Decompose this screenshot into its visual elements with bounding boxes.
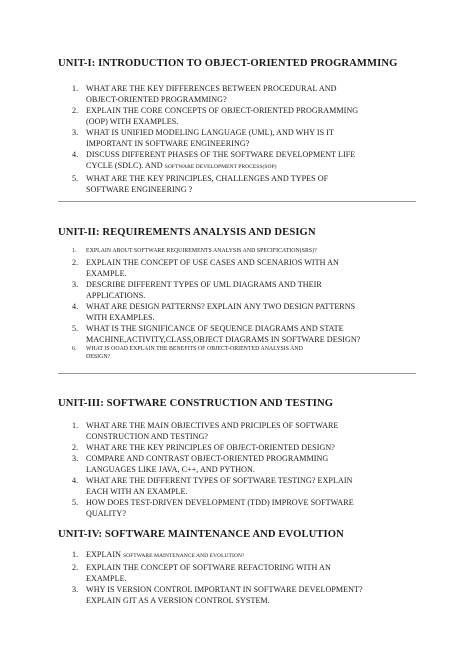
question-item: [58, 247, 418, 256]
question-text: EXPLAIN THE CORE CONCEPTS OF OBJECT-ORIENTED PROGRAMMING: [86, 106, 359, 115]
question-text-line: [86, 160, 418, 173]
unit-3-section: [58, 397, 418, 519]
unit-1-title: UNIT-I: INTRODUCTION TO OBJECT-ORIENTED PROGRAMMING: [58, 58, 398, 69]
question-item: [58, 562, 418, 584]
question-number: 3.: [72, 128, 79, 137]
question-item: [58, 257, 418, 279]
question-text: WHAT ARE DESIGN PATTERNS? EXPLAIN ANY TWO DESIGN PATTERNS: [86, 301, 356, 311]
question-item: [58, 323, 418, 345]
question-text: WHAT IS THE SIGNIFICANCE OF SEQUENCE DIAGRAMS AND STATE: [86, 323, 344, 333]
question-item: [58, 442, 418, 453]
question-text: DESIGN?: [86, 354, 111, 360]
question-item: [58, 105, 418, 127]
question-number: 2.: [72, 106, 79, 115]
question-text: EXPLAIN ABOUT SOFTWARE REQUIREMENTS ANALYSIS AND SPECIFICATION(SRS)?: [86, 248, 317, 254]
question-item: [58, 173, 418, 195]
question-number: 1.: [72, 550, 79, 559]
question-item: [58, 497, 418, 519]
question-number: 4.: [72, 150, 79, 159]
question-text: OBJECT-ORIENTED PROGRAMMING?: [86, 95, 227, 104]
section-divider: [58, 201, 416, 202]
question-text: EXPLAIN THE CONCEPT OF SOFTWARE REFACTORING WITH AN: [86, 563, 331, 572]
unit-2-questions: [58, 247, 418, 362]
question-text: DESCRIBE DIFFERENT TYPES OF UML DIAGRAMS AND THEIR: [86, 279, 322, 289]
question-item: [58, 453, 418, 475]
unit-3-title: UNIT-III: SOFTWARE CONSTRUCTION AND TESTING: [58, 398, 334, 409]
question-text: EXPLAIN: [86, 550, 124, 559]
section-divider: [58, 373, 416, 374]
question-text: APPLICATIONS.: [86, 290, 146, 300]
question-item: [58, 345, 418, 362]
question-text: EACH WITH AN EXAMPLE.: [86, 487, 188, 496]
question-number: 1.: [72, 248, 77, 254]
question-text: WHAT ARE THE DIFFERENT TYPES OF SOFTWARE TESTING? EXPLAIN: [86, 476, 353, 485]
unit-3-questions: [58, 420, 418, 519]
question-number: 2.: [72, 563, 79, 572]
question-item: [58, 83, 418, 105]
question-text: WHAT ARE THE MAIN OBJECTIVES AND PRICIPLES OF SOFTWARE: [86, 421, 339, 430]
unit-4-title: UNIT-IV: SOFTWARE MAINTENANCE AND EVOLUTION: [58, 529, 344, 540]
question-number: 1.: [72, 421, 79, 430]
question-text: WITH EXAMPLES.: [86, 312, 155, 322]
unit-2-title: UNIT-II: REQUIREMENTS ANALYSIS AND DESIGN: [58, 227, 316, 238]
question-text: WHAT ARE THE KEY DIFFERENCES BETWEEN PROCEDURAL AND: [86, 84, 337, 93]
question-text: WHAT IS UNIFIED MODELING LANGUAGE (UML), AND WHY IS IT: [86, 128, 335, 137]
question-number: 5.: [72, 498, 79, 507]
question-number: 1.: [72, 84, 79, 93]
question-text: HOW DOES TEST-DRIVEN DEVELOPMENT (TDD) IMPROVE SOFTWARE: [86, 498, 354, 507]
question-text: CONSTRUCTION AND TESTING?: [86, 432, 209, 441]
question-text: MACHINE,ACTIVITY,CLASS,OBJECT DIAGRAMS IN SOFTWARE DESIGN?: [86, 334, 361, 344]
question-number: 3.: [72, 279, 79, 289]
question-text-line: [86, 549, 418, 562]
question-item: [58, 149, 418, 173]
question-text: DISCUSS DIFFERENT PHASES OF THE SOFTWARE DEVELOPMENT LIFE: [86, 150, 356, 159]
question-text: WHAT IS OOAD EXPLAIN THE BENEFITS OF OBJECT-ORIENTED ANALYSIS AND: [86, 345, 303, 352]
question-text: CYCLE (SDLC). AND: [86, 161, 165, 170]
unit-1-questions: [58, 83, 418, 195]
unit-4-questions: [58, 549, 418, 606]
question-item: [58, 584, 418, 606]
question-text: WHAT ARE THE KEY PRINCIPLES, CHALLENGES AND TYPES OF: [86, 174, 329, 183]
question-number: 5.: [72, 323, 79, 333]
question-text: WHY IS VERSION CONTROL IMPORTANT IN SOFTWARE DEVELOPMENT?: [86, 585, 363, 594]
question-text: EXAMPLE.: [86, 268, 127, 278]
question-text: EXPLAIN THE CONCEPT OF USE CASES AND SCENARIOS WITH AN: [86, 257, 339, 267]
question-number: 6.: [72, 345, 77, 352]
question-text: IMPORTANT IN SOFTWARE ENGINEERING?: [86, 139, 250, 148]
question-item: [58, 127, 418, 149]
question-text-small: SOFTWARE MAINTENANCE AND EVOLUTION?: [123, 553, 245, 559]
question-text-small: SOFTWARE DEVELOPMENT PROCESS(SOP): [164, 164, 277, 170]
question-item: [58, 279, 418, 301]
question-number: 3.: [72, 585, 79, 594]
unit-4-section: [58, 528, 418, 606]
question-number: 4.: [72, 476, 79, 485]
question-text: (OOP) WITH EXAMPLES.: [86, 117, 179, 126]
question-item: [58, 301, 418, 323]
question-text: WHAT ARE THE KEY PRINCIPLES OF OBJECT-ORIENTED DESIGN?: [86, 443, 335, 452]
question-text: LANGUAGES LIKE JAVA, C++, AND PYTHON.: [86, 465, 255, 474]
unit-2-section: [58, 226, 418, 362]
question-number: 5.: [72, 174, 79, 183]
question-text: EXPLAIN GIT AS A VERSION CONTROL SYSTEM.: [86, 596, 270, 605]
question-number: 4.: [72, 301, 79, 311]
question-number: 2.: [72, 443, 79, 452]
question-text: COMPARE AND CONTRAST OBJECT-ORIENTED PROGRAMMING: [86, 454, 329, 463]
question-item: [58, 420, 418, 442]
question-number: 3.: [72, 454, 79, 463]
question-text: QUALITY?: [86, 509, 126, 518]
question-number: 2.: [72, 257, 79, 267]
question-item: [58, 549, 418, 562]
unit-1-section: [58, 57, 418, 195]
question-text: SOFTWARE ENGINEERING ?: [86, 185, 193, 194]
question-item: [58, 475, 418, 497]
question-text: EXAMPLE.: [86, 574, 127, 583]
